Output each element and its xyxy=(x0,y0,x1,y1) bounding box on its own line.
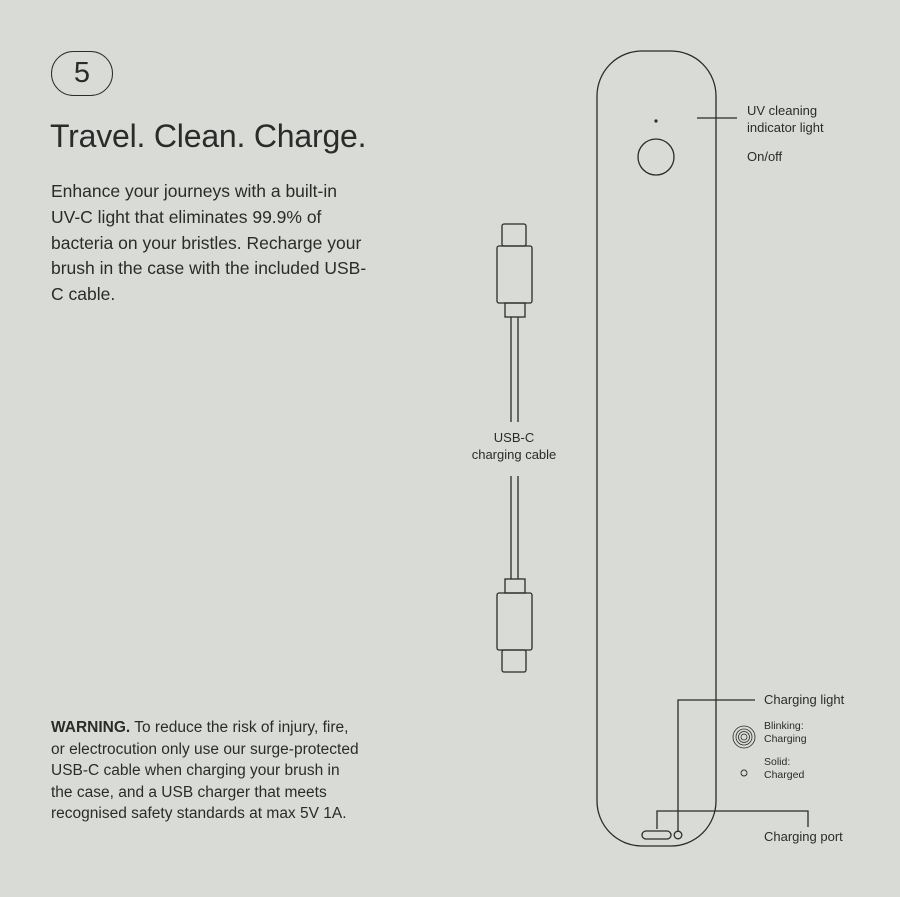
cable-label-line1: USB-C xyxy=(493,430,535,445)
blinking-label-line1: Blinking: xyxy=(764,720,804,732)
charging-port-leader-line xyxy=(657,811,808,829)
page-title: Travel. Clean. Charge. xyxy=(50,118,367,154)
blinking-label-line2: Charging xyxy=(764,733,807,745)
uv-label-line1: UV cleaning xyxy=(747,103,818,118)
bottom-plug-tip xyxy=(502,650,526,672)
top-plug-neck xyxy=(505,303,525,317)
cable-label-line2: charging cable xyxy=(471,446,557,462)
on-off-button-icon xyxy=(638,139,674,175)
bottom-plug-neck xyxy=(505,579,525,593)
intro-paragraph: Enhance your journeys with a built-in UV-C light that eliminates 99.9% of bacteria on your bristles. Recharge your brush in the case with the included USB-C cable. xyxy=(51,181,367,305)
charging-port-label: Charging port xyxy=(764,829,843,844)
blinking-rings-icon xyxy=(733,726,755,748)
step-number: 5 xyxy=(73,57,91,89)
top-plug-tip xyxy=(502,224,526,246)
solid-label-line1: Solid: xyxy=(764,756,791,768)
uv-label-line2: indicator light xyxy=(747,119,824,135)
top-plug-body xyxy=(497,246,532,303)
on-off-label: On/off xyxy=(747,149,783,164)
blinking-label xyxy=(764,720,807,746)
uv-indicator-light-icon xyxy=(654,119,657,122)
bottom-plug-body xyxy=(497,593,532,650)
charging-port-icon xyxy=(642,831,671,839)
travel-case-outline xyxy=(597,51,716,846)
warning-label: WARNING. xyxy=(51,719,131,736)
cable-label xyxy=(464,430,564,463)
charging-light-icon xyxy=(674,831,682,839)
warning-text: To reduce the risk of injury, fire, or electrocution only use our surge-protected USB-C cable when charging your brush in the case, and a USB charger that meets recognised safety standards at max 5V 1A. xyxy=(51,719,359,823)
charging-light-label: Charging light xyxy=(764,692,845,707)
solid-dot-icon xyxy=(741,770,747,776)
solid-label xyxy=(764,756,804,782)
solid-label-line2: Charged xyxy=(764,769,805,781)
uv-indicator-label xyxy=(747,103,824,136)
